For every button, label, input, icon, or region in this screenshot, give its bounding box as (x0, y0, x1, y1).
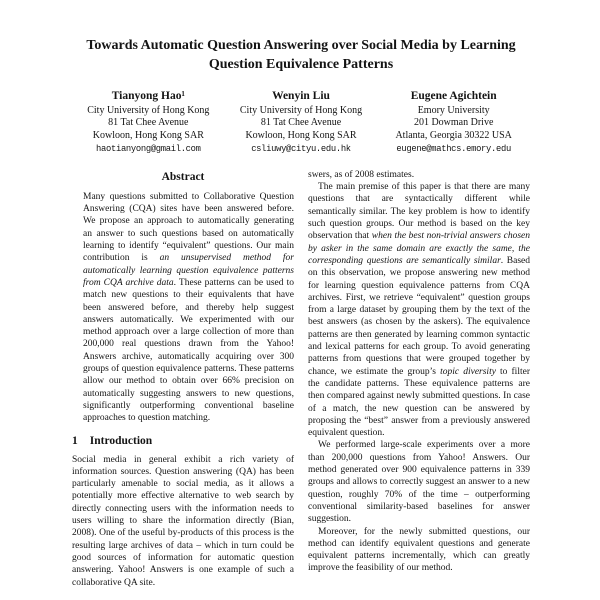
author-1-email: haotianyong@gmail.com (96, 143, 201, 154)
author-1-address: 81 Tat Chee Avenue (108, 117, 189, 129)
author-block (72, 89, 530, 155)
right-paragraph-4: Moreover, for the newly submitted questions, our method can identify equivalent questions and generate equivalent patterns incrementally, which can greatly improve the feasibility of our method. (308, 526, 530, 574)
author-3-affiliation: Emory University (417, 105, 490, 116)
author-2-affiliation: City University of Hong Kong (239, 105, 363, 116)
right-paragraph-2 (308, 181, 530, 439)
right-p2-part-1: The main premise of this paper is that there are many questions that are syntactically different while semantically similar. The key problem is how to identify such question groups. Our method is based on the key observation that (308, 182, 530, 242)
section-1-heading (72, 435, 294, 447)
abstract-italic: an unsupervised method for automatically learning question equivalence patterns from CQA archive data (83, 253, 294, 288)
author-2-name: Wenyin Liu (272, 90, 330, 102)
author-3-email: eugene@mathcs.emory.edu (396, 143, 511, 154)
section-1-number: 1 (72, 434, 78, 447)
author-3 (377, 89, 530, 155)
author-1-city: Kowloon, Hong Kong SAR (92, 129, 204, 141)
author-2-address: 81 Tat Chee Avenue (260, 117, 342, 129)
author-1 (72, 89, 225, 155)
abstract-heading: Abstract (161, 170, 205, 183)
abstract-text (83, 191, 294, 425)
section-1-title: Introduction (89, 434, 153, 447)
two-column-body (72, 169, 530, 589)
right-p2-part-2: . Based on this observation, we propose answering new method for learning question equivalence patterns from CQA archives. First, we retrieve “equivalent” question groups from a large dataset by grouping them by the text of the best answers (as chosen by the askers). The equivalence patterns are then generated by learning common syntactic and lexical patterns for each group. To avoid generating patterns from questions that were grouped together by chance, we estimate the group’s (308, 255, 530, 377)
right-paragraph-1: swers, as of 2008 estimates. (308, 169, 415, 180)
left-column (72, 169, 294, 589)
author-3-name: Eugene Agichtein (410, 90, 497, 102)
right-p2-part-3: to filter the candidate patterns. These equivalence patterns are then compared against newly submitted questions. In case of a match, the new question can be answered by proposing the “best” answer from a previously answered equivalent question. (308, 366, 530, 439)
paper-title-line-1: Towards Automatic Question Answering over Social Media by Learning (86, 38, 516, 53)
author-2-email: csliuwy@cityu.edu.hk (251, 143, 351, 154)
right-column (308, 169, 530, 575)
author-1-name: Tianyong Hao¹ (111, 90, 185, 102)
author-2 (225, 89, 378, 155)
paper-title-line-2: Question Equivalence Patterns (208, 57, 394, 72)
abstract-part-1: Many questions submitted to Collaborative Question Answering (CQA) sites have been answered before. We propose an approach to automatically generating an answer to such questions based on automatically learning to identify “equivalent” questions. Our main contribution is (83, 191, 294, 264)
author-3-address: 201 Dowman Drive (413, 117, 494, 129)
intro-paragraph: Social media in general exhibit a rich variety of information sources. Question answering (QA) has been particularly amenable to social media, as it allows a potentially more effective alternative to web search by directly connecting users with the information needs to users willing to share the information directly (Bian, 2008). One of the useful by-products of this process is the resulting large archives of data – which in turn could be good sources of information for automatic question answering. Yahoo! Answers is one example of such a collaborative QA site. (72, 454, 294, 588)
right-paragraph-3: We performed large-scale experiments over a more than 200,000 questions from Yahoo! Answers. Our method generated over 900 equivalence patterns in 339 groups and allows to correctly suggest an answer to a new question, roughly 70% of the time – outperforming conventional similarity-based baselines for answer suggestion. (308, 440, 530, 525)
right-p2-italic-1: when the best non-trivial answers chosen by asker in the same domain are exactly the same, the corresponding questions are semantically similar (308, 231, 530, 266)
author-1-affiliation: City University of Hong Kong (87, 105, 210, 116)
paper-title (72, 36, 530, 74)
abstract-part-3: . These patterns can be used to match new questions to their equivalents that have been answered before, and thereby help suggest answers automatically. We experimented with our method approach over a large collection of more than 200,000 real questions drawn from the Yahoo! Answers archive, automatically acquiring over 300 groups of question equivalence patterns. These patterns allow our method to obtain over 66% precision on automatically suggesting answers to new questions, significantly outperforming conventional baseline approaches to question matching. (83, 277, 294, 424)
right-p2-italic-2: topic diversity (440, 366, 496, 377)
author-2-city: Kowloon, Hong Kong SAR (245, 129, 357, 141)
author-3-city: Atlanta, Georgia 30322 USA (395, 129, 512, 141)
